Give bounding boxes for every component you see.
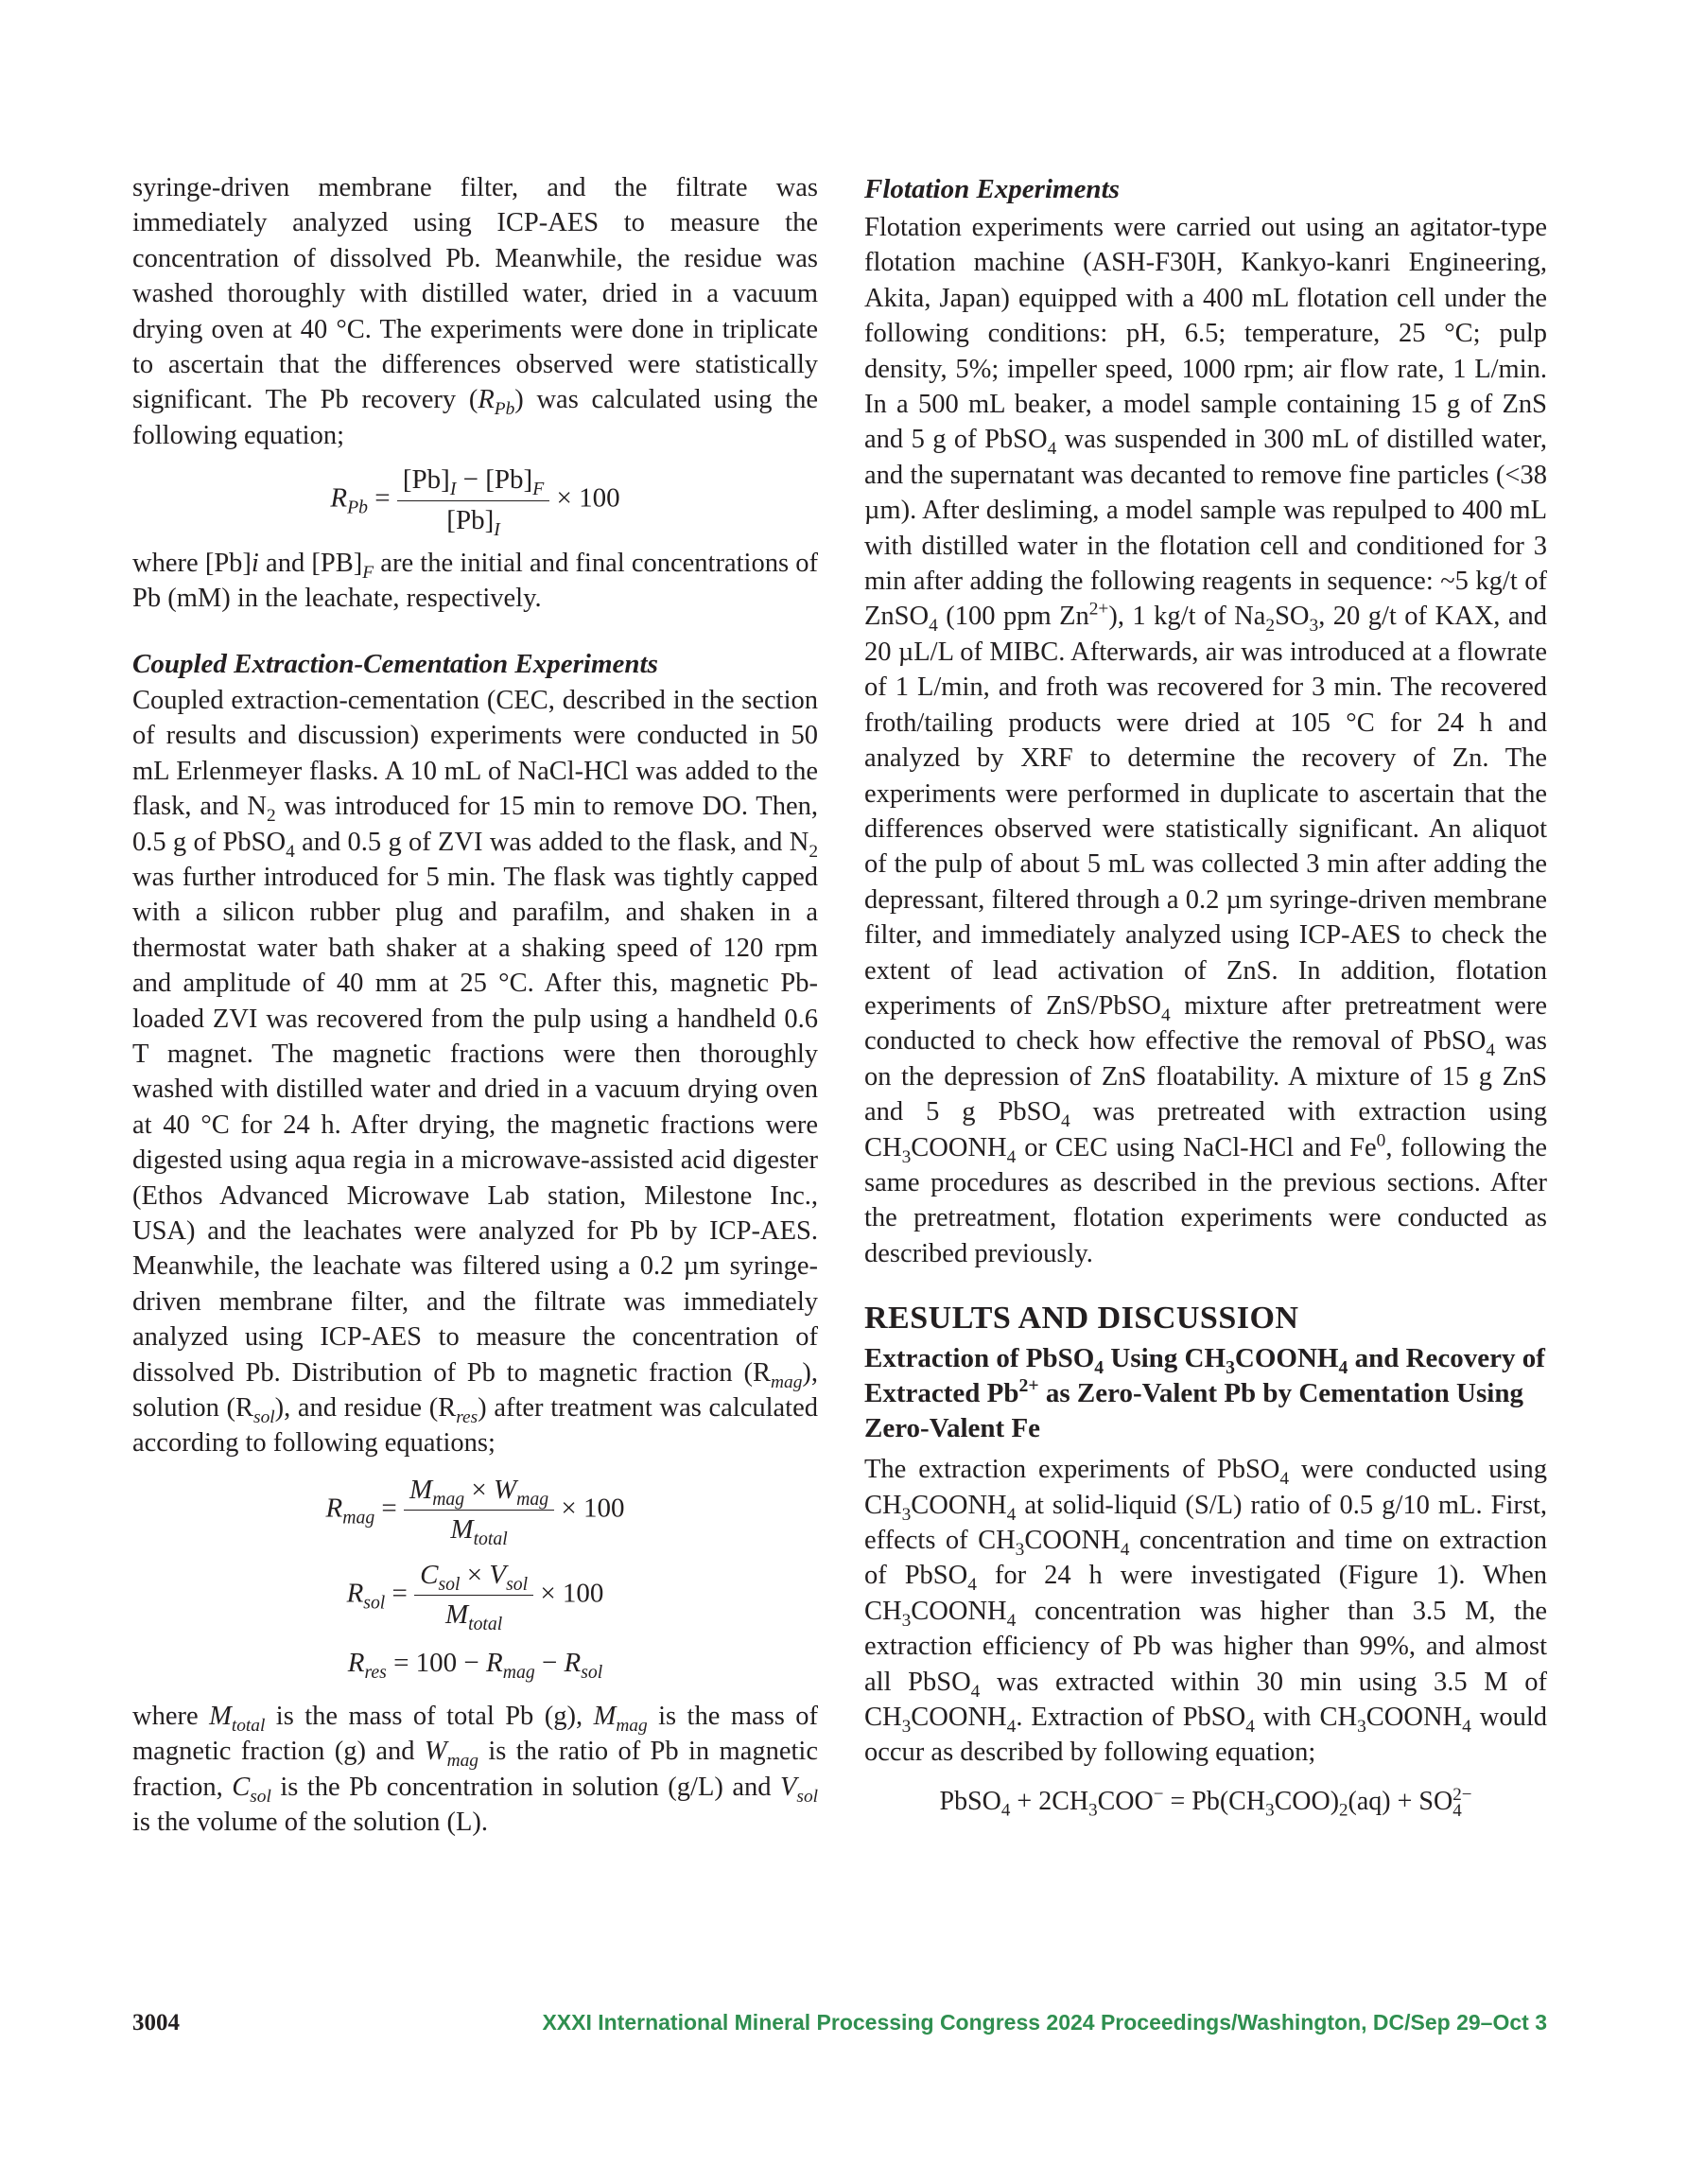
paragraph-where-definitions: where [Pb]i and $[PB]_F$ are the initial and final concentrations of Pb (mM) in the leachate, respectively.: [132, 549, 818, 614]
paragraph-extraction-results: The extraction experiments of PbSO$_4$ were conducted using $CH_3COONH_4$ at solid-liquid (S/L) ratio of 0.5 g/10 mL. First, effects of $CH_3COONH_4$ concentration and time on extraction of PbSO$_4$ for 24 h were investigated (Figure 1). When $CH_3COONH_4$ concentration was higher than 3.5 M, the extraction efficiency of Pb was higher than 99%, and almost all PbSO$_4$ was extracted within 30 min using 3.5 M of $CH_3COONH_4$. Extraction of PbSO$_4$ with $CH_3COONH_4$ would occur as described by following equation;: [864, 1455, 1548, 1768]
running-footer-venue: XXXI International Mineral Processing Congress 2024 Proceedings/Washington, DC/Sep 29–Oct 3: [542, 2010, 1547, 2035]
page-number: 3004: [132, 2010, 180, 2035]
paragraph-leachate-analysis: syringe-driven membrane filter, and the filtrate was immediately analyzed using ICP-AES to measure the concentration of dissolved Pb. Meanwhile, the residue was washed thoroughly with distilled water, dried in a vacuum drying oven at 40 °C. The experiments were done in triplicate to ascertain that the differences observed were statistically significant. The Pb recovery $(R_{Pb})$ was calculated using the following equation;: [132, 173, 818, 450]
heading-flotation-experiments: Flotation Experiments: [864, 174, 1120, 204]
equation-r-sol: $R_{sol}$ = $\frac{C_{sol} \times V_{sol}}{M_{total}}$ × 100: [346, 1559, 604, 1634]
heading-results-and-discussion: RESULTS AND DISCUSSION: [864, 1301, 1299, 1337]
fraction: $\frac{C_{sol} \times V_{sol}}{M_{total}}$: [414, 1558, 533, 1634]
paragraph-cec-method: Coupled extraction-cementation (CEC, described in the section of results and discussion) experiments were conducted in 50 mL Erlenmeyer flasks. A 10 mL of NaCl-HCl was added to the flask, and $N_2$ was introduced for 15 min to remove DO. Then, 0.5 g of PbSO$_4$ and 0.5 g of ZVI was added to the flask, and $N_2$ was further introduced for 5 min. The flask was tightly capped with a silicon rubber plug and parafilm, and shaken in a thermostat water bath shaker at a shaking speed of 120 rpm and amplitude of 40 mm at 25 °C. After this, magnetic Pb-loaded ZVI was recovered from the pulp using a handheld 0.6 T magnet. The magnetic fractions were then thoroughly washed with distilled water and dried in a vacuum drying oven at 40 °C for 24 h. After drying, the magnetic fractions were digested using aqua regia in a microwave-assisted acid digester (Ethos Advanced Microwave Lab station, Milestone Inc., USA) and the leachates were analyzed for Pb by ICP-AES. Meanwhile, the leachate was filtered using a 0.2 µm syringe-driven membrane filter, and the filtrate was immediately analyzed using ICP-AES to measure the concentration of dissolved Pb. Distribution of Pb to magnetic fraction $(R_{mag})$, solution $(R_{sol})$, and residue $(R_{res})$ after treatment was calculated according to following equations;: [132, 685, 818, 1459]
paragraph-variable-definitions: where $M_{total}$ is the mass of total Pb (g), $M_{mag}$ is the mass of magnetic fraction (g) and $W_{mag}$ is the ratio of Pb in magnetic fraction, $C_{sol}$ is the Pb concentration in solution (g/L) and $V_{sol}$ is the volume of the solution (L).: [132, 1701, 818, 1838]
left-column: [132, 170, 818, 1840]
equation-r-res: $R_{res} = 100 - R_{mag} - R_{sol}$: [347, 1648, 603, 1684]
equation-pbso4-extraction: PbSO$_4$ + $2CH_3COO^- = Pb(CH_3COO)_2(aq)$ + SO 2− 4: [939, 1784, 1472, 1822]
right-column: [864, 170, 1547, 1820]
fraction: $\frac{M_{mag} \times W_{mag}}{M_{total}}$: [404, 1473, 554, 1548]
equation-r-mag: $R_{mag}$ = $\frac{M_{mag} \times W_{mag}}{M_{total}}$ × 100: [325, 1474, 625, 1550]
heading-cec-experiments: Coupled Extraction-Cementation Experiments: [132, 648, 658, 679]
paragraph-flotation-method: Flotation experiments were carried out using an agitator-type flotation machine (ASH-F30H, Kankyo-kanri Engineering, Akita, Japan) equipped with a 400 mL flotation cell under the following conditions: pH, 6.5; temperature, 25 °C; pulp density, 5%; impeller speed, 1000 rpm; air flow rate, 1 L/min. In a 500 mL beaker, a model sample containing 15 g of ZnS and 5 g of PbSO$_4$ was suspended in 300 mL of distilled water, and the supernatant was decanted to remove fine particles (<38 µm). After desliming, a model sample was repulped to 400 mL with distilled water in the flotation cell and conditioned for 3 min after adding the following reagents in sequence: ~5 kg/t of ZnSO$_4$ (100 ppm $Zn^{2+}$), 1 kg/t of $Na_2SO_3$, 20 g/t of KAX, and 20 µL/L of MIBC. Afterwards, air was introduced at a flowrate of 1 L/min, and froth was recovered for 3 min. The recovered froth/tailing products were dried at 105 °C for 24 h and analyzed by XRF to determine the recovery of Zn. The experiments were performed in duplicate to ascertain that the differences observed were statistically significant. An aliquot of the pulp of about 5 mL was collected 3 min after adding the depressant, filtered through a 0.2 µm syringe-driven membrane filter, and immediately analyzed using ICP-AES to check the extent of lead activation of ZnS. In addition, flotation experiments of ZnS/PbSO$_4$ mixture after pretreatment were conducted to check how effective the removal of PbSO$_4$ was on the depression of ZnS floatability. A mixture of 15 g ZnS and 5 g PbSO$_4$ was pretreated with extraction using $CH_3COONH_4$ or CEC using NaCl-HCl and Fe$^0$, following the same procedures as described in the previous sections. After the pretreatment, flotation experiments were conducted as described previously.: [864, 213, 1548, 1268]
fraction: $\frac{[Pb]_I - [Pb]_F}{[Pb]_I}$: [397, 463, 549, 538]
heading-extraction-subsection: Extraction of PbSO$_4$ Using $CH_3COONH_4$ and Recovery of Extracted $Pb^{2+}$ as Zero-Valent Pb by Cementation Using Zero-Valent Fe: [864, 1343, 1545, 1444]
equation-pb-recovery: $R_{Pb}$ = $\frac{[Pb]_I - [Pb]_F}{[Pb]_I}$ × 100: [330, 464, 620, 540]
